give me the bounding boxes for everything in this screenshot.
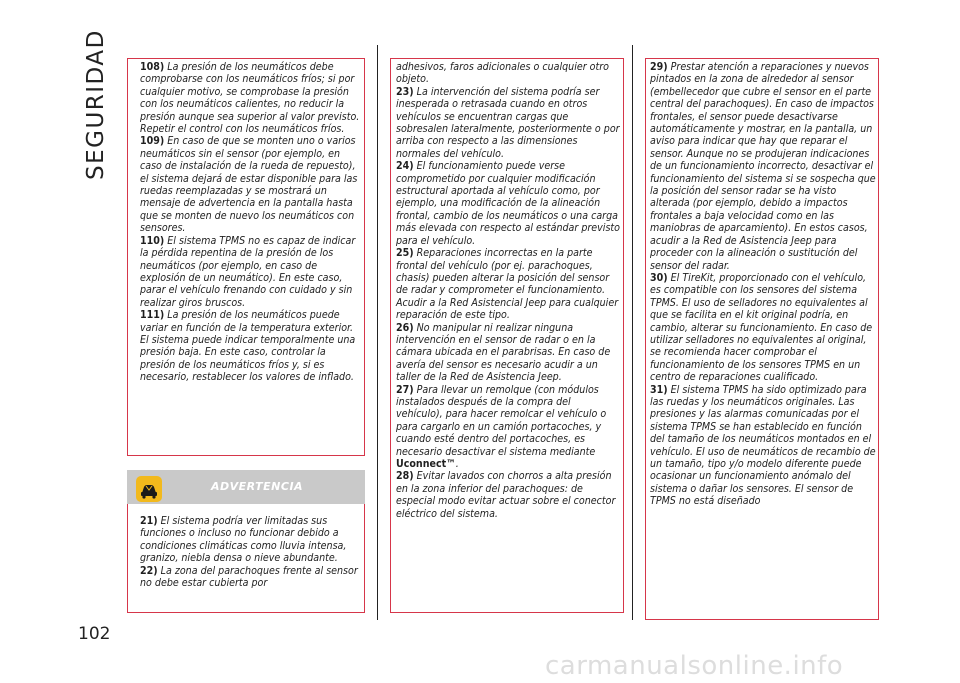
warning-banner [127,470,365,504]
section-tab [78,29,112,180]
note-number: 25) [396,247,414,260]
note-item [140,235,362,309]
note-text: La presión de los neumáticos puede variar en función de la temperatura exterior. El sistema puede indicar temporalmente una presión baja. En este caso, controlar la presión de los neumáticos fríos y, si es necesario, restablecer los valores de inflado. [140,309,356,384]
note-item [396,247,620,321]
column-divider [632,45,633,620]
note-item [396,322,620,384]
note-item [396,470,620,520]
note-number: 29) [650,61,668,73]
warning-list-col2 [396,61,620,520]
note-text: No manipular ni realizar ninguna intervención en el sensor de radar o en la cámara ubicada en el parabrisas. En caso de avería del sensor es necesario acudir a un taller de la Red de Asistencia Jeep. [396,321,611,384]
note-item [650,61,876,272]
note-item [140,309,362,383]
note-item [650,384,876,508]
car-collision-warning-icon [136,476,162,502]
note-item [396,160,620,247]
note-text: adhesivos, faros adicionales o cualquier otro objeto. [396,61,609,86]
notes-list-col1 [140,61,362,384]
note-number: 24) [396,160,414,173]
note-item [140,61,362,135]
note-text: La presión de los neumáticos debe comprobarse con los neumáticos fríos; si por cualquier motivo, se comprobase la presión con los neumáticos calientes, no reducir la presión aunque sea superior al valor previsto. Repetir el control con los neumáticos fríos. [140,61,360,136]
warning-list-col1 [140,515,362,589]
note-text: Para llevar un remolque (con módulos instalados después de la compra del vehículo), para hacer remolcar el vehículo o para cargarlo en un camión portacoches, y cuando esté dentro del portacoches, es necesario desactivar el sistema mediante [396,383,607,458]
note-number: 27) [396,383,414,396]
note-text: El sistema podría ver limitadas sus funciones o incluso no funcionar debido a condiciones climáticas como lluvia intensa, granizo, niebla densa o nieve abundante. [140,515,347,565]
column-divider [377,45,378,620]
note-text: Reparaciones incorrectas en la parte frontal del vehículo (por ej. parachoques, chasis) pueden alterar la posición del sensor de radar y comprometer el funcionamiento. Acudir a la Red Asistencial Jeep para cualquier reparación de este tipo. [396,247,619,322]
note-number: 28) [396,470,414,483]
note-text: El sistema TPMS no es capaz de indicar la pérdida repentina de la presión de los neumáticos (por ejemplo, en caso de explosión de un neumático). En este caso, parar el vehículo frenando con cuidado y sin realizar giros bruscos. [140,234,356,309]
note-text: El sistema TPMS ha sido optimizado para las ruedas y los neumáticos originales. Las presiones y las alarmas comunicadas por el sistema TPMS se han establecido en función del tamaño de los neumáticos montados en el vehículo. El uso de neumáticos de recambio de un tamaño, tipo y/o modelo diferente puede ocasionar un funcionamiento anómalo del sistema o dañar los sensores. El sensor de TPMS no está diseñado [650,383,876,508]
note-item [140,135,362,234]
note-number: 26) [396,321,414,334]
note-number: 23) [396,85,414,98]
note-item [396,86,620,160]
watermark: carmanualsonline.info [545,651,844,681]
note-number: 110) [140,234,165,247]
note-text: El TireKit, proporcionado con el vehículo, es compatible con los sensores del sistema TPMS. El uso de selladores no equivalentes al que se facilita en el kit original podría, en cambio, alterar su funcionamiento. En caso de utilizar selladores no equivalentes al original, se recomienda hacer comprobar el funcionamiento de los sensores TPMS en un centro de reparaciones cualificado. [650,271,873,384]
section-title: SEGURIDAD [83,29,109,180]
note-item [140,565,362,590]
note-number: 108) [140,61,165,73]
note-item [396,384,620,471]
note-emphasis: Uconnect™ [396,458,456,470]
note-text: Prestar atención a reparaciones y nuevos pintados en la zona de alrededor al sensor (embellecedor que cubre el sensor en el parte central del parachoques). En caso de impactos frontales, el sensor puede desactivarse automáticamente y mostrar, en la pantalla, un aviso para indicar que hay que reparar el sensor. Aunque no se produjeran indicaciones de un funcionamiento incorrecto, desactivar el funcionamiento del sistema si se sospecha que la posición del sensor radar se ha visto alterada (por ejemplo, debido a impactos frontales a baja velocidad como en las maniobras de aparcamiento). En estos casos, acudir a la Red de Asistencia Jeep para proceder con la alineación o sustitución del sensor del radar. [650,61,876,272]
note-item [140,515,362,565]
page-number: 102 [78,624,111,644]
note-number: 31) [650,383,668,396]
note-number: 109) [140,135,165,148]
note-number: 30) [650,271,668,284]
note-tail: . [455,458,459,470]
note-text: El funcionamiento puede verse comprometido por cualquier modificación estructural aportada al vehículo como, por ejemplo, una modificación de la alineación frontal, cambio de los neumáticos o una carga más elevada con respecto al estándar previsto para el vehículo. [396,160,620,247]
note-text: La zona del parachoques frente al sensor no debe estar cubierta por [140,564,358,590]
warning-header: ADVERTENCIA [211,480,304,493]
note-number: 22) [140,564,158,577]
note-number: 111) [140,309,165,322]
note-text: Evitar lavados con chorros a alta presión en la zona inferior del parachoques: de especial modo evitar actuar sobre el conector eléctrico del sistema. [396,470,616,520]
note-number: 21) [140,515,158,527]
note-item [396,61,620,86]
note-text: La intervención del sistema podría ser inesperada o retrasada cuando en otros vehículos se encuentran cargas que sobresalen lateralmente, posteriormente o por arriba con respecto a las dimensiones normales del vehículo. [396,85,620,160]
note-item [650,272,876,384]
warning-list-col3 [650,61,876,508]
note-text: En caso de que se monten uno o varios neumáticos sin el sensor (por ejemplo, en caso de instalación de la rueda de repuesto), el sistema dejará de estar disponible para las ruedas reemplazadas y se mostrará un mensaje de advertencia en la pantalla hasta que se monten de nuevo los neumáticos con sensores. [140,135,358,235]
